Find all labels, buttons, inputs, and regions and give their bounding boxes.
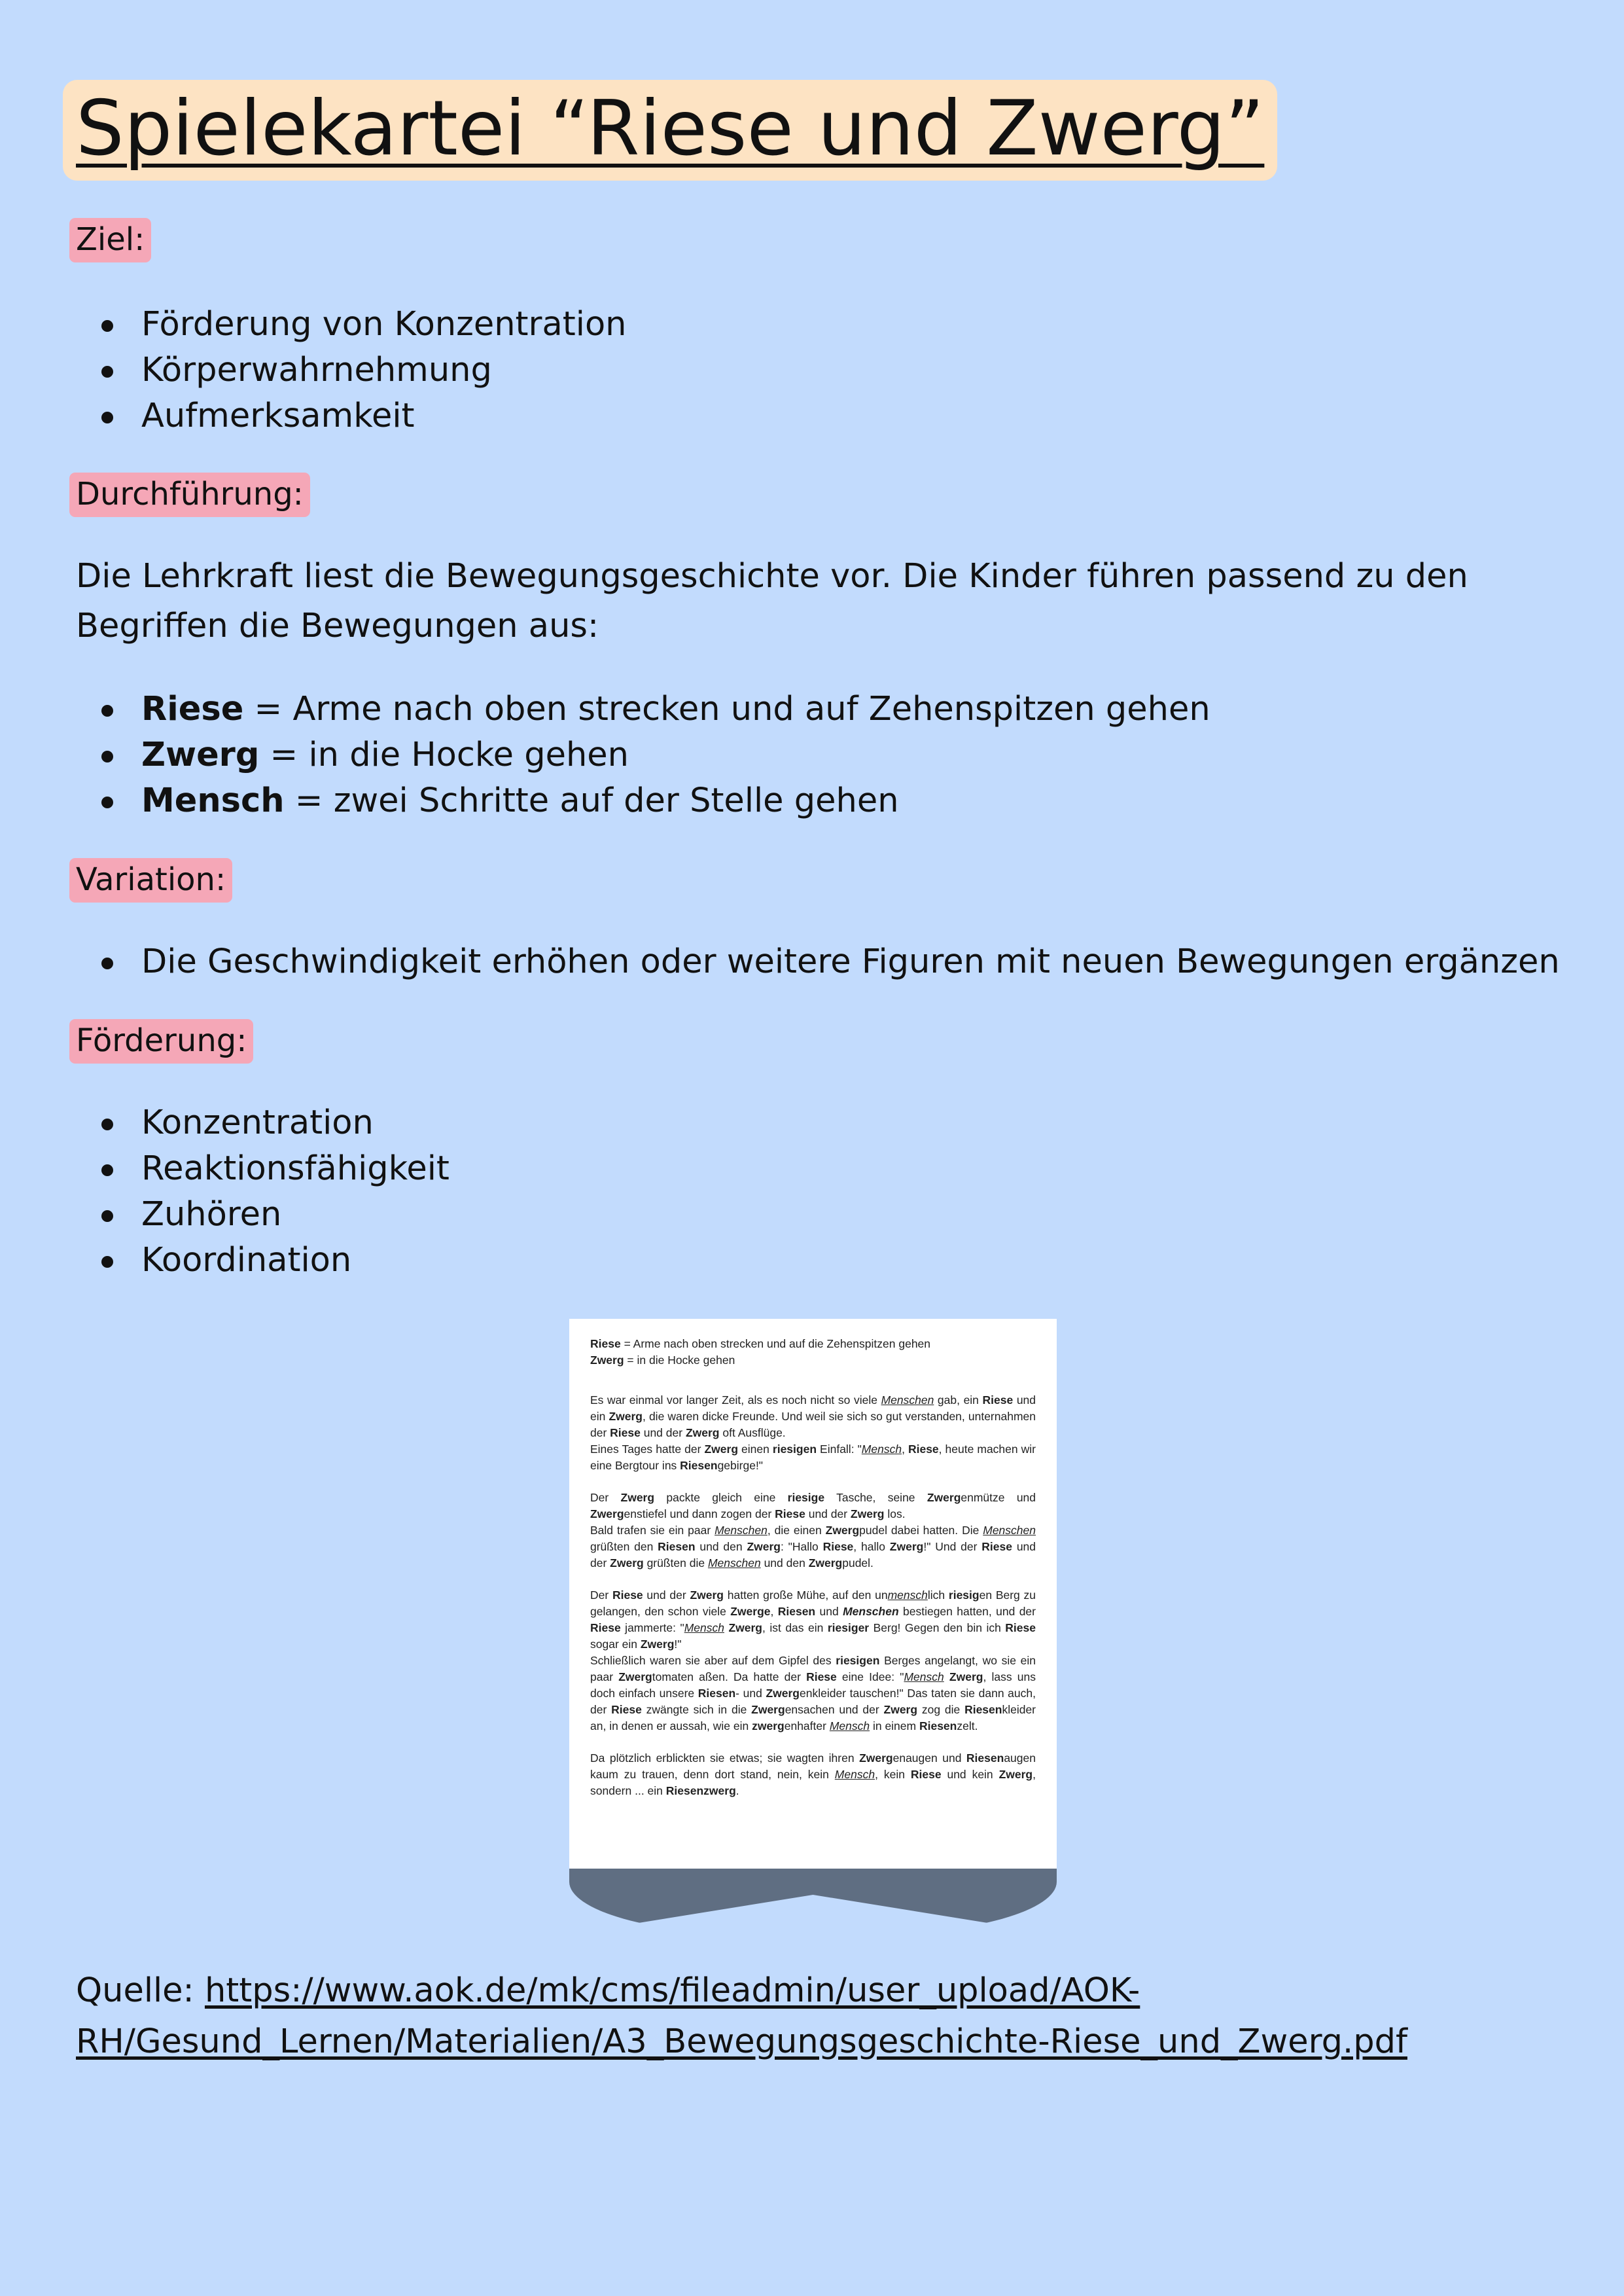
durchfuehrung-list [0,687,1210,824]
section-label-ziel: Ziel: [69,218,151,262]
section-label-durchfuehrung: Durchführung: [69,473,310,517]
variation-list [0,939,1560,985]
list-item [0,778,1210,824]
source-label: Quelle: [76,1971,205,2010]
durchfuehrung-text: Die Lehrkraft liest die Bewegungsgeschichte vor. Die Kinder führen passend zu den Begriffen die Bewegungen aus: [76,557,1468,645]
list-item: Die Geschwindigkeit erhöhen oder weitere Figuren mit neuen Bewegungen ergänzen [0,939,1560,985]
document-preview-image [569,1319,1057,1928]
source-citation [76,1965,1581,2068]
source-link[interactable]: https://www.aok.de/mk/cms/fileadmin/user_upload/AOK- RH/Gesund_Lernen/Materialien/A3_Bewegungsgeschichte-Riese_und_Zwerg.pdf [76,1971,1407,2061]
list-item: Koordination [0,1238,450,1283]
section-label-foerderung: Förderung: [69,1019,253,1064]
term-description: = zwei Schritte auf der Stelle gehen [284,781,899,820]
term: Mensch [141,781,285,820]
ziel-list [0,302,626,439]
term: Riese [141,690,244,728]
term: Zwerg [141,736,260,774]
list-item: Zuhören [0,1192,450,1238]
section-label-variation: Variation: [69,858,232,903]
list-item: Aufmerksamkeit [0,393,626,439]
list-item [0,687,1210,732]
foerderung-list [0,1100,450,1283]
list-item [0,732,1210,778]
term-description: = in die Hocke gehen [259,736,629,774]
list-item: Förderung von Konzentration [0,302,626,348]
page-title: Spielekartei “Riese und Zwerg” [63,80,1277,181]
story-page: Riese = Arme nach oben strecken und auf die Zehenspitzen gehen Zwerg = in die Hocke gehen Es war einmal vor langer Zeit, als es noch nicht so viele Menschen gab, ein Riese und ein Zwerg, die waren dicke Freunde. Und weil sie sich so gut verstanden, unternahmen der Riese und der Zwerg oft Ausflüge. Eines Tages hatte der Zwerg einen riesigen Einfall: "Mensch, Riese, heute machen wir eine Bergtour ins Riesengebirge!" Der Zwerg packte gleich eine riesige Tasche, seine Zwergenmütze und Zwergenstiefel und dann zogen der Riese und der Zwerg los. Bald trafen sie ein paar Menschen, die einen Zwergpudel dabei hatten. Die Menschen grüßten den Riesen und den Zwerg: "Hallo Riese, hallo Zwerg!" Und der Riese und der Zwerg grüßten die Menschen und den Zwergpudel. Der Riese und der Zwerg hatten große Mühe, auf den unmenschlich riesigen Berg zu gelangen, den schon viele Zwerge, Riesen und Menschen bestiegen hatten, und der Riese jammerte: "Mensch Zwerg, ist das ein riesiger Berg! Gegen den bin ich Riese sogar ein Zwerg!" Schließlich waren sie aber auf dem Gipfel des riesigen Berges angelangt, wo sie ein paar Zwergtomaten aßen. Da hatte der Riese eine Idee: "Mensch Zwerg, lass uns doch einfach unsere Riesen- und Zwergenkleider tauschen!" Das taten sie dann auch, der Riese zwängte sich in die Zwergensachen und der Zwerg zog die Riesenkleider an, in denen er aussah, wie ein zwergenhafter Mensch in einem Riesenzelt. Da plötzlich erblickten sie etwas; sie wagten ihren Zwergenaugen und Riesenaugen kaum zu trauen, denn dort stand, nein, kein Mensch, kein Riese und kein Zwerg, sondern ... ein Riesenzwerg. [569,1319,1057,1869]
list-item: Konzentration [0,1100,450,1146]
term-description: = Arme nach oben strecken und auf Zehenspitzen gehen [243,690,1210,728]
list-item: Körperwahrnehmung [0,348,626,393]
list-item: Reaktionsfähigkeit [0,1146,450,1192]
